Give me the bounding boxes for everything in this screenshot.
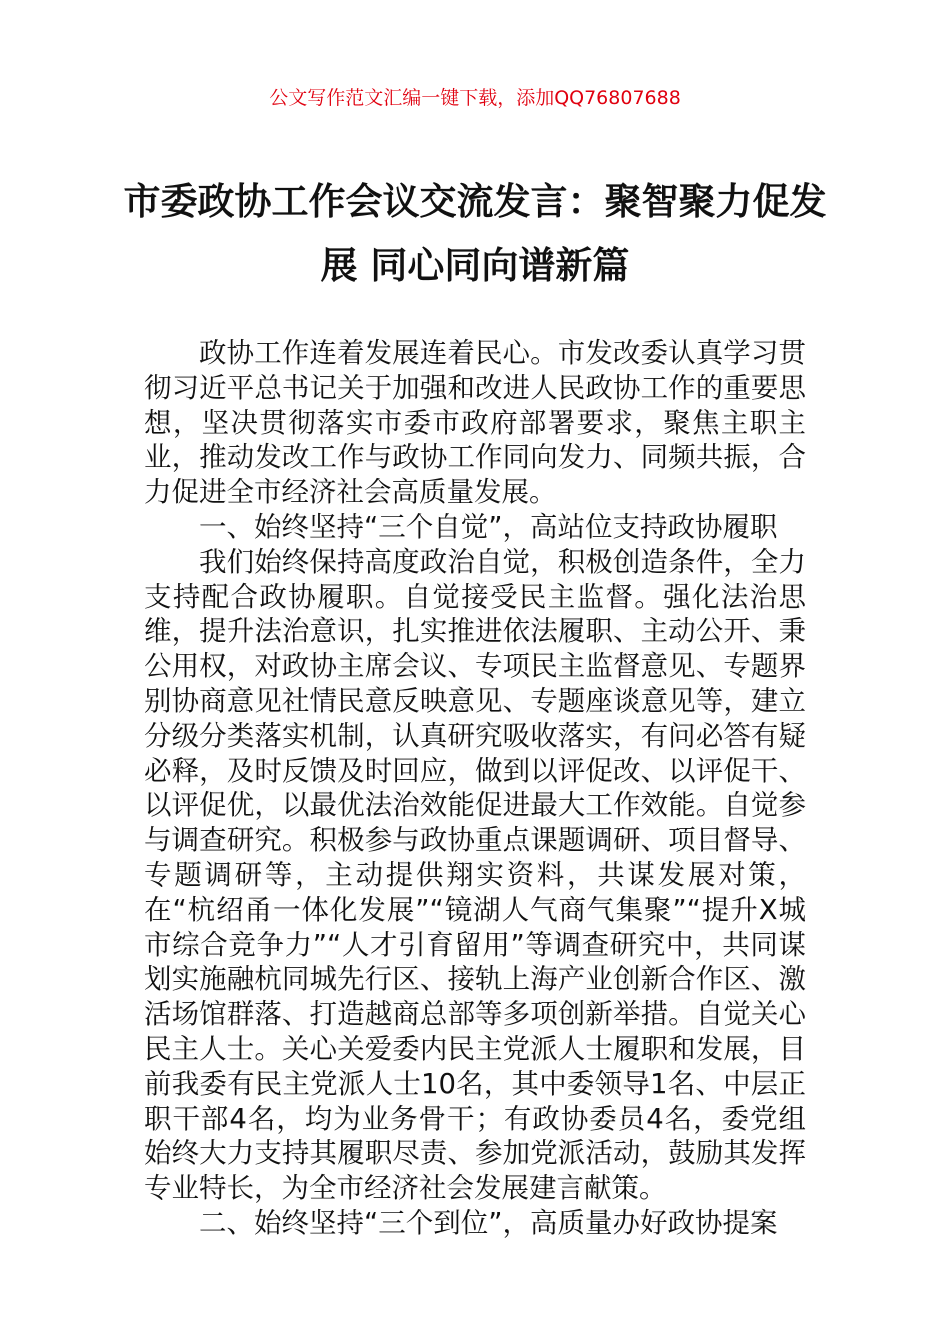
section-heading-2: 二、始终坚持“三个到位”，高质量办好政协提案 bbox=[199, 1206, 778, 1239]
section-heading-1: 一、始终坚持“三个自觉”，高站位支持政协履职 bbox=[199, 510, 778, 543]
document-body bbox=[144, 336, 806, 1241]
document-title: 市委政协工作会议交流发言：聚智聚力促发展 同心同向谱新篇 bbox=[123, 180, 827, 287]
paragraph-section-1: 我们始终保持高度政治自觉，积极创造条件，全力支持配合政协履职。自觉接受民主监督。强化法治思维，提升法治意识，扎实推进依法履职、主动公开、秉公用权，对政协主席会议、专项民主监督意见、专题界别协商意见社情民意反映意见、专题座谈意见等，建立分级分类落实机制，认真研究吸收落实，有问必答有疑必释，及时反馈及时回应，做到以评促改、以评促干、以评促优，以最优法治效能促进最大工作效能。自觉参与调查研究。积极参与政协重点课题调研、项目督导、专题调研等，主动提供翔实资料，共谋发展对策，在“杭绍甬一体化发展”“镜湖人气商气集聚”“提升X城市综合竞争力”“人才引育留用”等调查研究中，共同谋划实施融杭同城先行区、接轨上海产业创新合作区、激活场馆群落、打造越商总部等多项创新举措。自觉关心民主人士。关心关爱委内民主党派人士履职和发展，目前我委有民主党派人士10名，其中委领导1名、中层正职干部4名，均为业务骨干；有政协委员4名，委党组始终大力支持其履职尽责、参加党派活动，鼓励其发挥专业特长，为全市经济社会发展建言献策。 bbox=[144, 545, 806, 1205]
download-watermark: 公文写作范文汇编一键下载，添加QQ76807688 bbox=[269, 87, 681, 109]
paragraph-intro: 政协工作连着发展连着民心。市发改委认真学习贯彻习近平总书记关于加强和改进人民政协工作的重要思想，坚决贯彻落实市委市政府部署要求，聚焦主职主业，推动发改工作与政协工作同向发力、同频共振，合力促进全市经济社会高质量发展。 bbox=[144, 337, 806, 509]
